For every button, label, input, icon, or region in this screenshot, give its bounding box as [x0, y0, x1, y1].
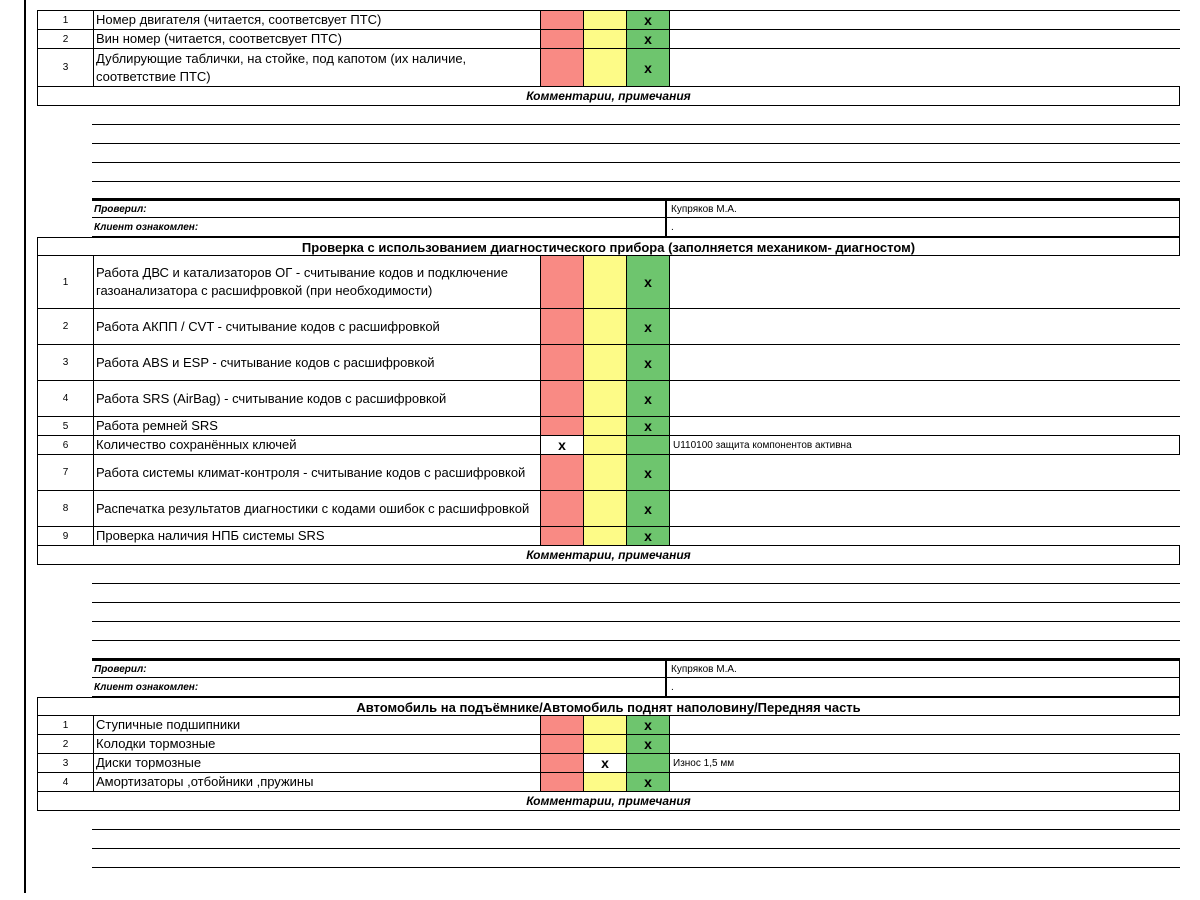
row-number: 8 — [38, 491, 94, 526]
table-row — [37, 754, 1180, 773]
table-row — [37, 256, 1180, 309]
row-note — [670, 30, 1180, 48]
status-red-cell[interactable] — [541, 773, 584, 791]
comments-header: Комментарии, примечания — [37, 87, 1180, 106]
status-red-cell[interactable] — [541, 49, 584, 86]
status-green-cell[interactable]: x — [627, 345, 670, 380]
row-note — [670, 716, 1180, 734]
table-row — [37, 455, 1180, 491]
status-green-cell[interactable] — [627, 754, 670, 772]
row-note: U110100 защита компонентов активна — [670, 436, 1180, 454]
comment-line[interactable] — [92, 163, 1180, 182]
row-text: Ступичные подшипники — [94, 716, 541, 734]
status-yellow-cell[interactable]: x — [584, 754, 627, 772]
comment-line[interactable] — [92, 584, 1180, 603]
section-vin-checks — [37, 10, 1180, 237]
comment-line[interactable] — [92, 144, 1180, 163]
table-row — [37, 417, 1180, 436]
row-text: Работа ДВС и катализаторов ОГ - считывание кодов и подключение газоанализатора с расшифровкой (при необходимости) — [94, 256, 541, 308]
status-red-cell[interactable] — [541, 381, 584, 416]
inspection-sheet — [37, 10, 1180, 868]
row-note — [670, 455, 1180, 490]
status-red-cell[interactable]: x — [541, 436, 584, 454]
status-red-cell[interactable] — [541, 754, 584, 772]
status-red-cell[interactable] — [541, 455, 584, 490]
status-yellow-cell[interactable] — [584, 30, 627, 48]
status-yellow-cell[interactable] — [584, 436, 627, 454]
row-text: Проверка наличия НПБ системы SRS — [94, 527, 541, 545]
table-row — [37, 49, 1180, 87]
status-yellow-cell[interactable] — [584, 716, 627, 734]
row-note — [670, 309, 1180, 344]
status-yellow-cell[interactable] — [584, 455, 627, 490]
client-ack-label: Клиент ознакомлен: — [92, 678, 667, 696]
row-text: Колодки тормозные — [94, 735, 541, 753]
row-number: 1 — [38, 11, 94, 29]
row-text: Дублирующие таблички, на стойке, под капотом (их наличие, соответствие ПТС) — [94, 49, 541, 86]
table-row — [37, 381, 1180, 417]
row-number: 4 — [38, 773, 94, 791]
row-number: 7 — [38, 455, 94, 490]
status-green-cell[interactable]: x — [627, 455, 670, 490]
status-green-cell[interactable]: x — [627, 309, 670, 344]
row-note — [670, 527, 1180, 545]
table-row — [37, 436, 1180, 455]
comments-header: Комментарии, примечания — [37, 546, 1180, 565]
comment-line[interactable] — [92, 849, 1180, 868]
left-margin-line — [24, 0, 26, 893]
comment-line[interactable] — [92, 811, 1180, 830]
status-yellow-cell[interactable] — [584, 417, 627, 435]
row-text: Работа АКПП / CVT - считывание кодов с расшифровкой — [94, 309, 541, 344]
client-ack-row — [92, 678, 1180, 697]
row-note — [670, 49, 1180, 86]
status-red-cell[interactable] — [541, 491, 584, 526]
client-ack-label: Клиент ознакомлен: — [92, 218, 667, 236]
table-row — [37, 773, 1180, 792]
status-red-cell[interactable] — [541, 735, 584, 753]
row-note — [670, 773, 1180, 791]
row-number: 3 — [38, 754, 94, 772]
row-number: 9 — [38, 527, 94, 545]
checked-by-row — [92, 199, 1180, 218]
status-green-cell[interactable] — [627, 436, 670, 454]
status-yellow-cell[interactable] — [584, 773, 627, 791]
row-note — [670, 345, 1180, 380]
section-title: Проверка с использованием диагностического прибора (заполняется механиком- диагностом) — [37, 237, 1180, 256]
status-green-cell[interactable]: x — [627, 417, 670, 435]
checked-by-label: Проверил: — [92, 201, 667, 217]
status-yellow-cell[interactable] — [584, 49, 627, 86]
section-title: Автомобиль на подъёмнике/Автомобиль поднят наполовину/Передняя часть — [37, 697, 1180, 716]
comment-line[interactable] — [92, 641, 1180, 659]
status-green-cell[interactable]: x — [627, 11, 670, 29]
checked-by-label: Проверил: — [92, 661, 667, 677]
status-yellow-cell[interactable] — [584, 11, 627, 29]
table-row — [37, 10, 1180, 30]
row-text: Диски тормозные — [94, 754, 541, 772]
status-red-cell[interactable] — [541, 309, 584, 344]
status-red-cell[interactable] — [541, 527, 584, 545]
status-yellow-cell[interactable] — [584, 309, 627, 344]
row-note — [670, 417, 1180, 435]
table-row — [37, 716, 1180, 735]
row-note — [670, 381, 1180, 416]
row-number: 4 — [38, 381, 94, 416]
status-yellow-cell[interactable] — [584, 527, 627, 545]
row-note — [670, 491, 1180, 526]
client-ack-value[interactable]: . — [667, 678, 1180, 696]
row-number: 5 — [38, 417, 94, 435]
comment-line[interactable] — [92, 565, 1180, 584]
status-red-cell[interactable] — [541, 256, 584, 308]
client-ack-value[interactable]: . — [667, 218, 1180, 236]
row-text: Номер двигателя (читается, соответсвует ПТС) — [94, 11, 541, 29]
status-green-cell[interactable]: x — [627, 773, 670, 791]
row-number: 2 — [38, 735, 94, 753]
status-red-cell[interactable] — [541, 716, 584, 734]
comment-line[interactable] — [92, 622, 1180, 641]
status-green-cell[interactable]: x — [627, 716, 670, 734]
row-text: Работа SRS (AirBag) - считывание кодов с расшифровкой — [94, 381, 541, 416]
status-yellow-cell[interactable] — [584, 345, 627, 380]
row-number: 2 — [38, 309, 94, 344]
status-green-cell[interactable]: x — [627, 491, 670, 526]
table-row — [37, 30, 1180, 49]
status-green-cell[interactable]: x — [627, 49, 670, 86]
comments-header: Комментарии, примечания — [37, 792, 1180, 811]
row-text: Вин номер (читается, соответсвует ПТС) — [94, 30, 541, 48]
status-red-cell[interactable] — [541, 30, 584, 48]
table-row — [37, 345, 1180, 381]
status-green-cell[interactable]: x — [627, 381, 670, 416]
table-row — [37, 527, 1180, 546]
status-green-cell[interactable]: x — [627, 256, 670, 308]
row-number: 2 — [38, 30, 94, 48]
row-note — [670, 11, 1180, 29]
comment-line[interactable] — [92, 603, 1180, 622]
status-green-cell[interactable]: x — [627, 527, 670, 545]
section-lift-front — [37, 697, 1180, 868]
row-text: Работа ABS и ESP - считывание кодов с расшифровкой — [94, 345, 541, 380]
row-note — [670, 735, 1180, 753]
row-text: Амортизаторы ,отбойники ,пружины — [94, 773, 541, 791]
row-number: 3 — [38, 49, 94, 86]
status-red-cell[interactable] — [541, 345, 584, 380]
checked-by-value[interactable]: Купряков М.А. — [667, 201, 1180, 217]
table-row — [37, 309, 1180, 345]
table-row — [37, 491, 1180, 527]
status-red-cell[interactable] — [541, 417, 584, 435]
status-yellow-cell[interactable] — [584, 735, 627, 753]
status-yellow-cell[interactable] — [584, 256, 627, 308]
table-row — [37, 735, 1180, 754]
checked-by-value[interactable]: Купряков М.А. — [667, 661, 1180, 677]
status-red-cell[interactable] — [541, 11, 584, 29]
row-number: 1 — [38, 716, 94, 734]
row-number: 3 — [38, 345, 94, 380]
section-diagnostics — [37, 237, 1180, 697]
comment-line[interactable] — [92, 106, 1180, 125]
row-text: Количество сохранённых ключей — [94, 436, 541, 454]
status-green-cell[interactable]: x — [627, 735, 670, 753]
comment-line[interactable] — [92, 830, 1180, 849]
row-note: Износ 1,5 мм — [670, 754, 1180, 772]
comment-line[interactable] — [92, 125, 1180, 144]
row-text: Распечатка результатов диагностики с кодами ошибок с расшифровкой — [94, 491, 541, 526]
status-yellow-cell[interactable] — [584, 381, 627, 416]
status-green-cell[interactable]: x — [627, 30, 670, 48]
row-number: 1 — [38, 256, 94, 308]
row-text: Работа ремней SRS — [94, 417, 541, 435]
checked-by-row — [92, 659, 1180, 678]
row-note — [670, 256, 1180, 308]
row-number: 6 — [38, 436, 94, 454]
comment-line[interactable] — [92, 182, 1180, 199]
status-yellow-cell[interactable] — [584, 491, 627, 526]
row-text: Работа системы климат-контроля - считывание кодов с расшифровкой — [94, 455, 541, 490]
client-ack-row — [92, 218, 1180, 237]
